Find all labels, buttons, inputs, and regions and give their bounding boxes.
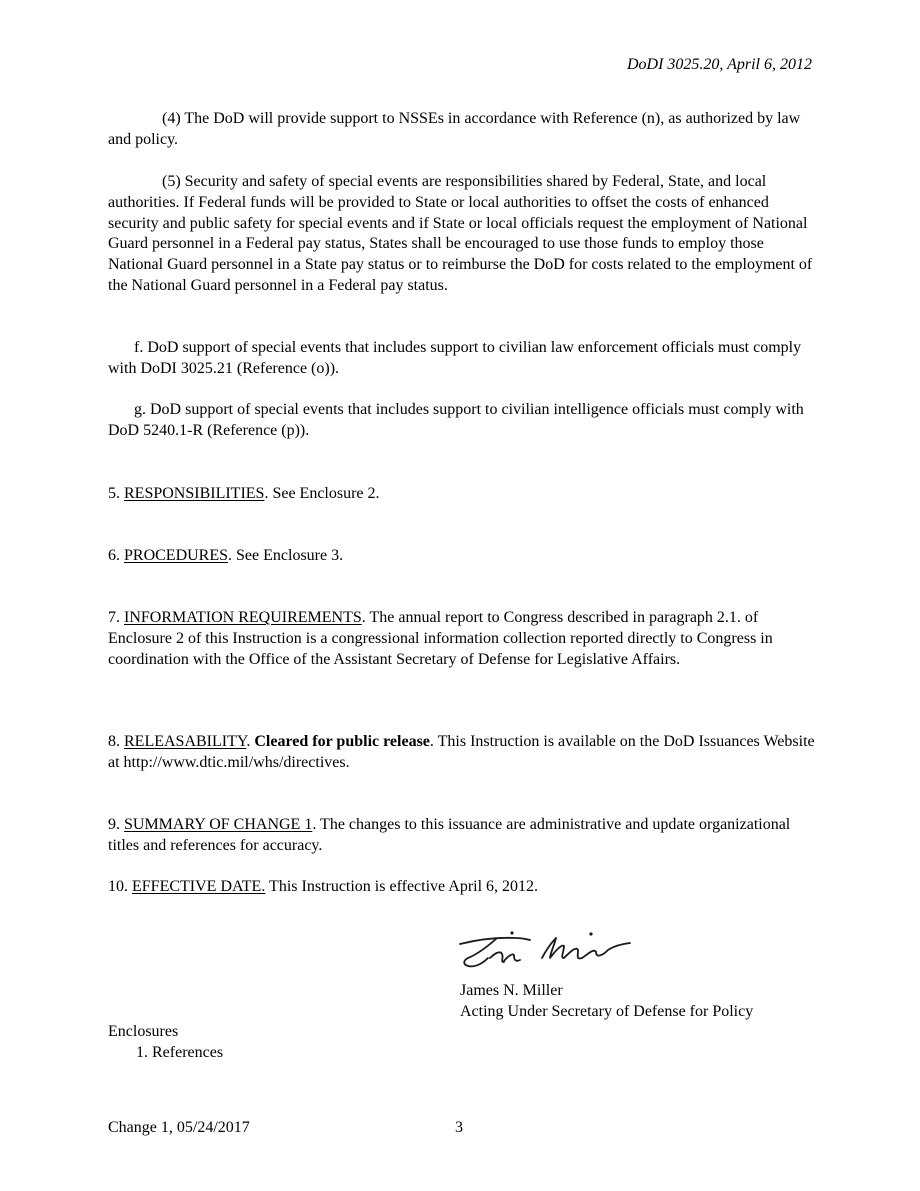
paragraph-f: f. DoD support of special events that includes support to civilian law enforcement officials must comply with DoDI 3025.21 (Reference (o)). bbox=[108, 339, 802, 377]
section-8-releasability bbox=[108, 732, 818, 774]
section-9-summary-of-change bbox=[108, 815, 818, 857]
handwritten-signature bbox=[456, 928, 636, 974]
footer-change-notice: Change 1, 05/24/2017 bbox=[108, 1119, 250, 1136]
section-text: . See Enclosure 2. bbox=[264, 485, 380, 502]
section-10-effective-date bbox=[108, 877, 818, 898]
section-separator: . bbox=[246, 733, 255, 750]
paragraph-5: (5) Security and safety of special events are responsibilities shared by Federal, State, and local authorities. If Federal funds will be provided to State or local authorities to offset the costs of enhanced security and public safety for special events and if State or local officials request the employment of National Guard personnel in a Federal pay status, States shall be encouraged to use those funds to employ those National Guard personnel in a State pay status or to reimburse the DoD for costs related to the employment of the National Guard personnel in a Federal pay status. bbox=[108, 173, 813, 294]
section-7-information-requirements bbox=[108, 608, 818, 670]
paragraph-4: (4) The DoD will provide support to NSSEs in accordance with Reference (n), as authorized by law and policy. bbox=[108, 110, 801, 148]
section-number: 8. bbox=[108, 733, 124, 750]
section-number: 6. bbox=[108, 547, 124, 564]
section-text: . The annual report to Congress described in paragraph 2.1. of Enclosure 2 of this Instruction is a congressional information collection reported directly to Congress in coordination with the Office of the Assistant Secretary of Defense for Legislative Affairs. bbox=[108, 609, 773, 668]
section-title: SUMMARY OF CHANGE 1 bbox=[124, 816, 313, 833]
section-text: . See Enclosure 3. bbox=[228, 547, 344, 564]
document-header: DoDI 3025.20, April 6, 2012 bbox=[626, 56, 812, 73]
section-5-responsibilities bbox=[108, 484, 818, 505]
section-text: This Instruction is effective April 6, 2012. bbox=[265, 878, 539, 895]
enclosures-heading: Enclosures bbox=[108, 1023, 179, 1040]
section-text: . This Instruction is available on the DoD Issuances Website at http://www.dtic.mil/whs/directives. bbox=[108, 733, 815, 771]
section-title: PROCEDURES bbox=[124, 547, 229, 564]
section-number: 10. bbox=[108, 878, 132, 895]
section-text: . The changes to this issuance are administrative and update organizational titles and references for accuracy. bbox=[108, 816, 791, 854]
enclosure-item: 1. References bbox=[136, 1044, 224, 1061]
section-title: RESPONSIBILITIES bbox=[124, 485, 265, 502]
paragraph-g: g. DoD support of special events that includes support to civilian intelligence officials must comply with DoD 5240.1-R (Reference (p)). bbox=[108, 401, 804, 439]
section-6-procedures bbox=[108, 546, 818, 567]
page-number: 3 bbox=[455, 1119, 463, 1136]
section-title: INFORMATION REQUIREMENTS bbox=[124, 609, 362, 626]
section-title: EFFECTIVE DATE. bbox=[132, 878, 266, 895]
section-number: 9. bbox=[108, 816, 124, 833]
section-number: 5. bbox=[108, 485, 124, 502]
release-statement: Cleared for public release bbox=[254, 733, 430, 750]
section-number: 7. bbox=[108, 609, 124, 626]
signatory-name: James N. Miller bbox=[460, 982, 563, 999]
section-title: RELEASABILITY bbox=[124, 733, 247, 750]
signatory-title: Acting Under Secretary of Defense for Policy bbox=[460, 1003, 754, 1020]
